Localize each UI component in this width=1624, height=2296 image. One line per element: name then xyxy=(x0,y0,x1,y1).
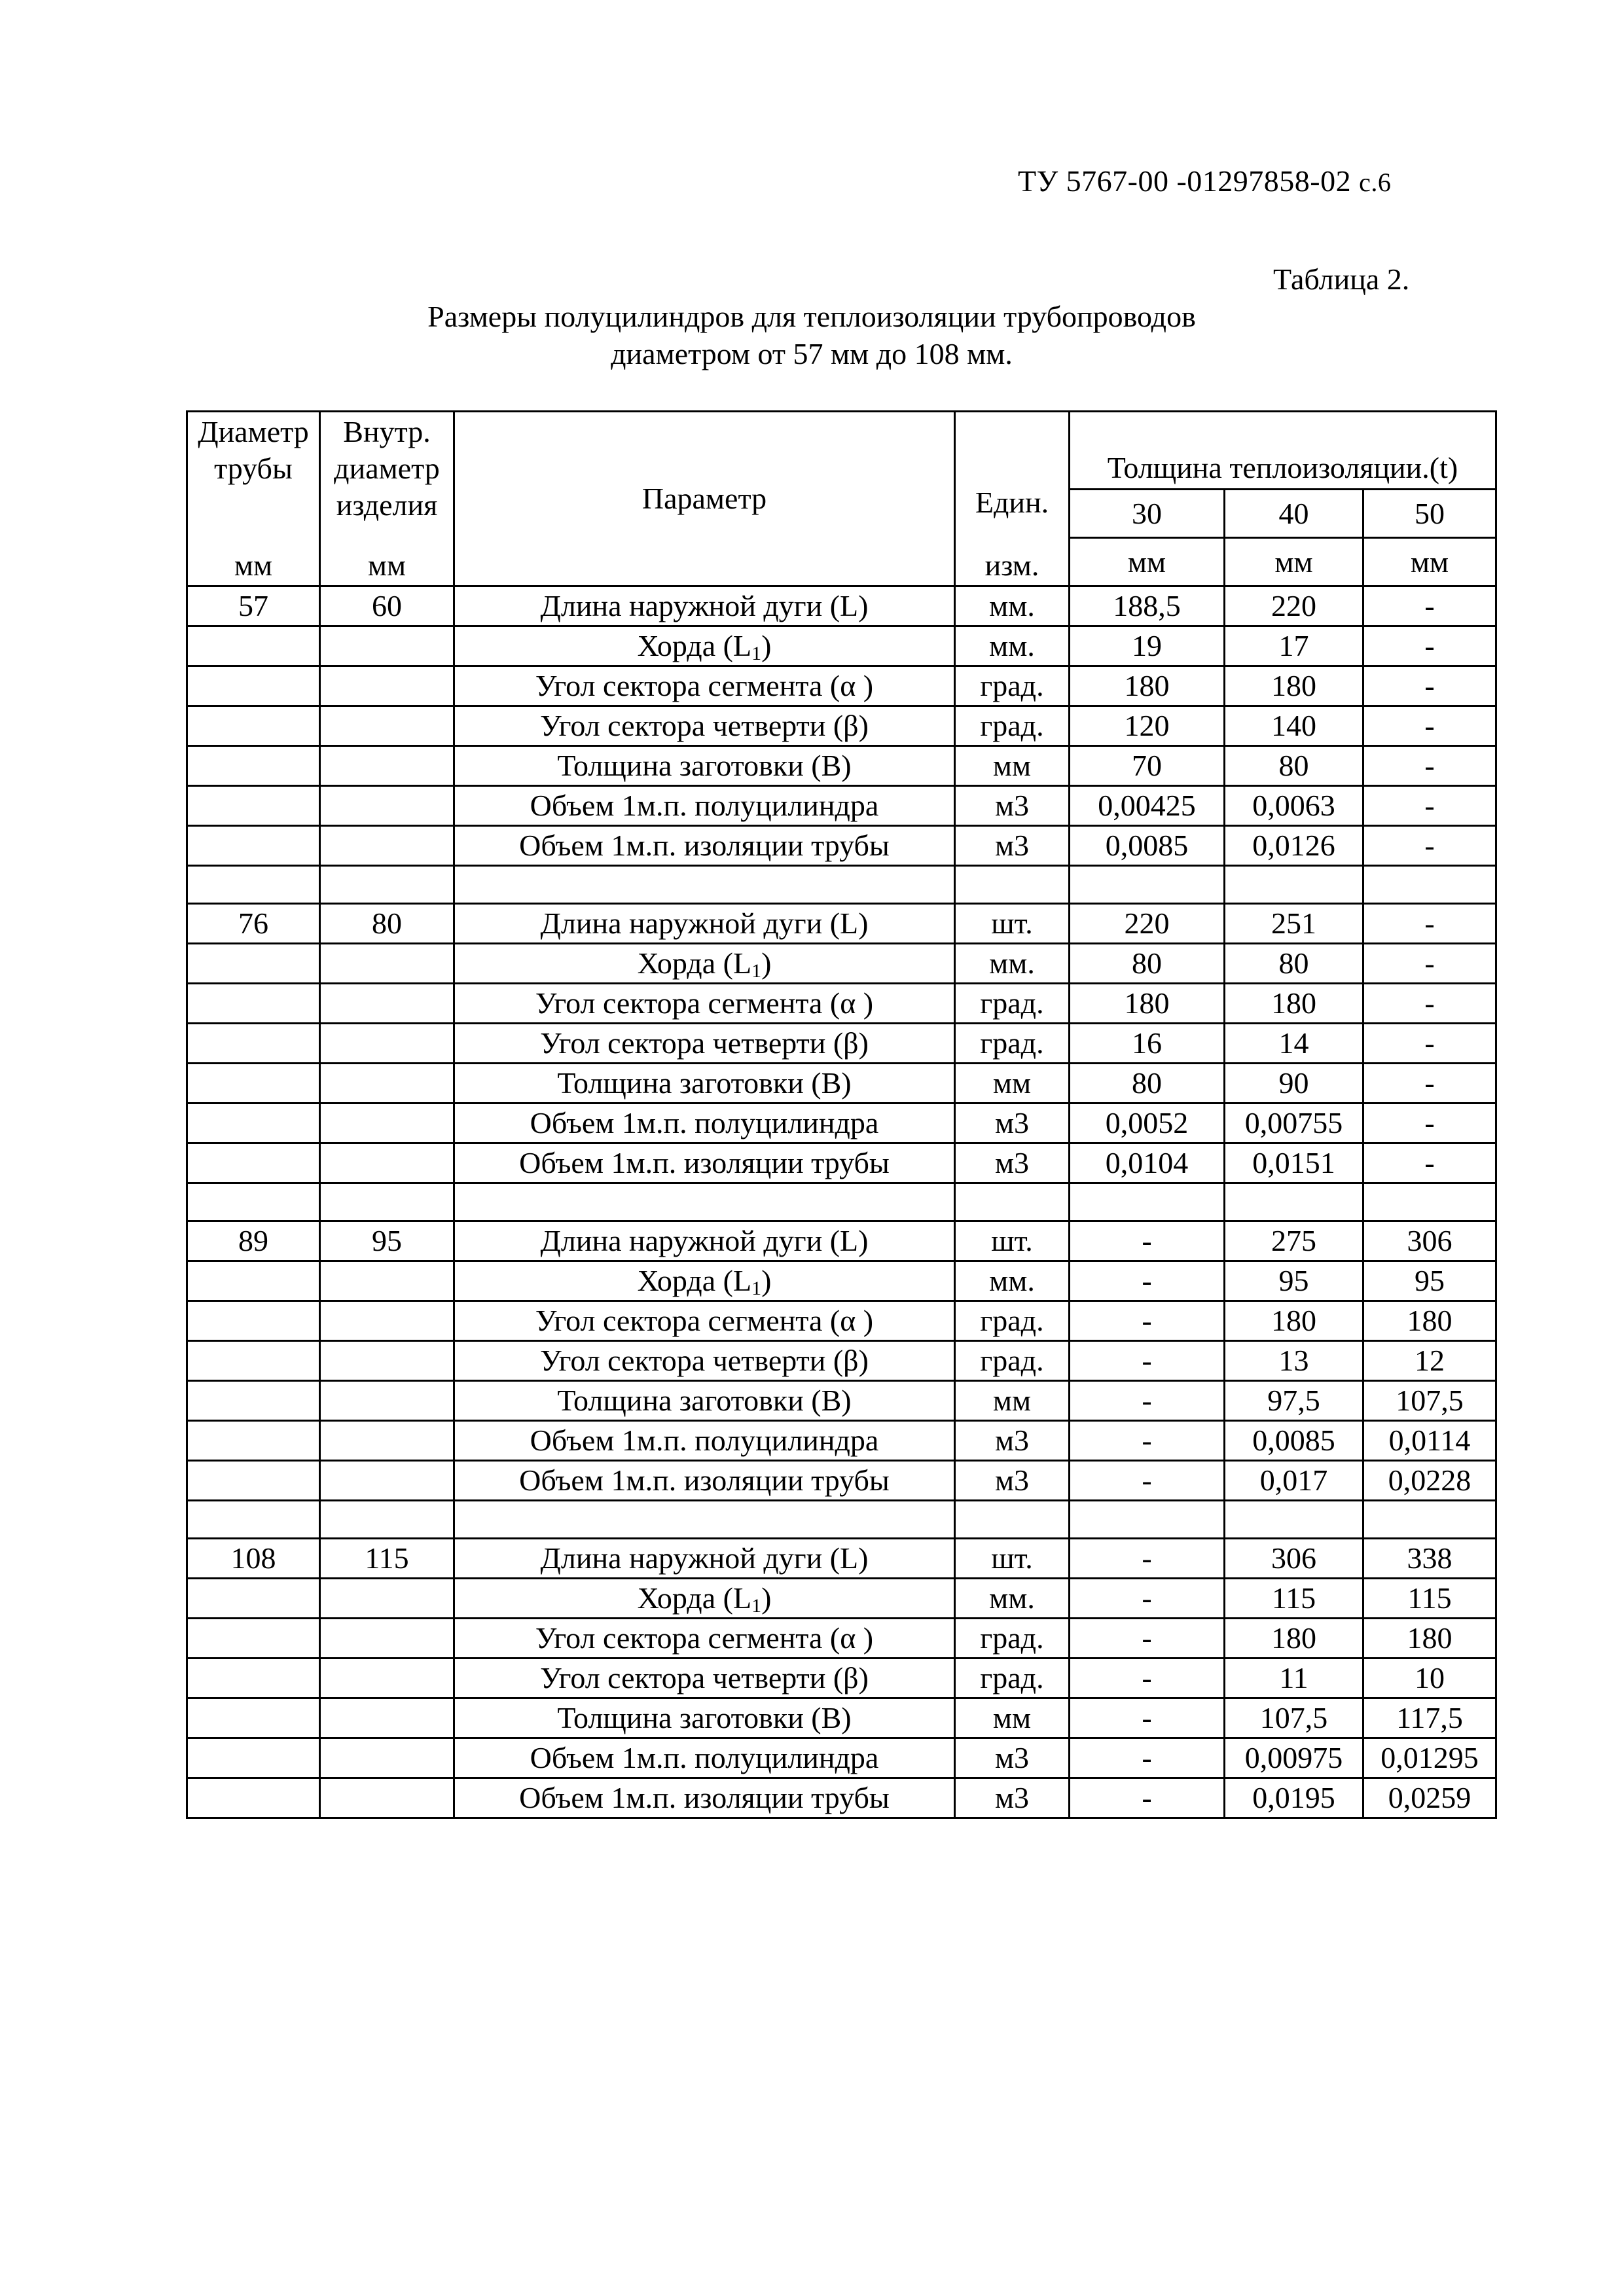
parameter-cell: Длина наружной дуги (L) xyxy=(454,586,955,626)
dimensions-table xyxy=(186,410,1497,1819)
value-30-cell: 220 xyxy=(1070,904,1225,944)
parameter-cell: Угол сектора четверти (β) xyxy=(454,1341,955,1381)
value-50-cell: - xyxy=(1363,706,1496,746)
inner-diameter-cell: 95 xyxy=(320,1221,454,1261)
value-50-cell: 115 xyxy=(1363,1579,1496,1619)
pipe-diameter-cell xyxy=(187,944,320,984)
value-40-cell: 95 xyxy=(1225,1261,1363,1301)
pipe-diameter-cell xyxy=(187,1461,320,1501)
value-30-cell: 80 xyxy=(1070,944,1225,984)
table-row xyxy=(187,1461,1496,1501)
header-unit xyxy=(955,412,1070,586)
inner-diameter-cell xyxy=(320,1698,454,1738)
pipe-diameter-cell xyxy=(187,1341,320,1381)
header-inner-diameter-line-3: изделия xyxy=(336,488,438,522)
empty-cell xyxy=(1225,1501,1363,1539)
value-40-cell: 80 xyxy=(1225,746,1363,786)
value-50-cell: - xyxy=(1363,786,1496,826)
unit-cell: мм. xyxy=(955,944,1070,984)
value-30-cell: - xyxy=(1070,1698,1225,1738)
parameter-cell: Объем 1м.п. изоляции трубы xyxy=(454,1461,955,1501)
table-row xyxy=(187,1738,1496,1778)
unit-cell: град. xyxy=(955,1341,1070,1381)
table-row xyxy=(187,666,1496,706)
value-50-cell: - xyxy=(1363,984,1496,1024)
value-50-cell: 180 xyxy=(1363,1301,1496,1341)
pipe-diameter-cell: 108 xyxy=(187,1539,320,1579)
table-row xyxy=(187,1698,1496,1738)
parameter-cell: Объем 1м.п. полуцилиндра xyxy=(454,1738,955,1778)
value-50-cell: - xyxy=(1363,666,1496,706)
inner-diameter-cell xyxy=(320,1301,454,1341)
table-row xyxy=(187,1221,1496,1261)
inner-diameter-cell xyxy=(320,944,454,984)
parameter-cell: Длина наружной дуги (L) xyxy=(454,1539,955,1579)
pipe-diameter-cell: 89 xyxy=(187,1221,320,1261)
parameter-cell: Толщина заготовки (В) xyxy=(454,1064,955,1103)
table-row xyxy=(187,1103,1496,1143)
spacer-row xyxy=(187,1183,1496,1221)
value-50-cell: - xyxy=(1363,944,1496,984)
value-40-cell: 140 xyxy=(1225,706,1363,746)
value-40-cell: 0,0085 xyxy=(1225,1421,1363,1461)
unit-cell: шт. xyxy=(955,904,1070,944)
header-pipe-diameter-line-2: трубы xyxy=(214,452,293,485)
value-40-cell: 17 xyxy=(1225,626,1363,666)
value-40-cell: 0,00975 xyxy=(1225,1738,1363,1778)
table-row xyxy=(187,1064,1496,1103)
table-row xyxy=(187,626,1496,666)
inner-diameter-cell xyxy=(320,1579,454,1619)
pipe-diameter-cell xyxy=(187,626,320,666)
value-30-cell: - xyxy=(1070,1738,1225,1778)
header-parameter: Параметр xyxy=(454,412,955,586)
empty-cell xyxy=(955,1183,1070,1221)
table-row xyxy=(187,706,1496,746)
inner-diameter-cell xyxy=(320,1024,454,1064)
header-unit-line-1: Един. xyxy=(975,486,1049,519)
value-30-cell: 80 xyxy=(1070,1064,1225,1103)
value-40-cell: 97,5 xyxy=(1225,1381,1363,1421)
empty-cell xyxy=(320,866,454,904)
pipe-diameter-cell xyxy=(187,1778,320,1818)
table-row xyxy=(187,1143,1496,1183)
inner-diameter-cell xyxy=(320,1738,454,1778)
value-40-cell: 275 xyxy=(1225,1221,1363,1261)
header-thickness-50: 50 xyxy=(1363,490,1496,538)
inner-diameter-cell xyxy=(320,666,454,706)
inner-diameter-cell: 80 xyxy=(320,904,454,944)
table-row xyxy=(187,586,1496,626)
value-30-cell: 0,0052 xyxy=(1070,1103,1225,1143)
table-row xyxy=(187,1659,1496,1698)
header-pipe-diameter-line-1: Диаметр xyxy=(198,415,309,448)
value-30-cell: - xyxy=(1070,1619,1225,1659)
unit-cell: м3 xyxy=(955,1461,1070,1501)
empty-cell xyxy=(1070,1501,1225,1539)
inner-diameter-cell xyxy=(320,1381,454,1421)
value-30-cell: - xyxy=(1070,1778,1225,1818)
inner-diameter-cell xyxy=(320,746,454,786)
pipe-diameter-cell xyxy=(187,1301,320,1341)
table-row xyxy=(187,746,1496,786)
pipe-diameter-cell xyxy=(187,1619,320,1659)
table-row xyxy=(187,1579,1496,1619)
unit-cell: м3 xyxy=(955,786,1070,826)
table-row xyxy=(187,786,1496,826)
pipe-diameter-cell xyxy=(187,1103,320,1143)
pipe-diameter-cell xyxy=(187,786,320,826)
empty-cell xyxy=(1363,866,1496,904)
parameter-cell: Хорда $(L_1)$ xyxy=(454,1261,955,1301)
unit-cell: мм. xyxy=(955,626,1070,666)
empty-cell xyxy=(955,866,1070,904)
unit-cell: шт. xyxy=(955,1539,1070,1579)
pipe-diameter-cell xyxy=(187,1738,320,1778)
inner-diameter-cell xyxy=(320,1619,454,1659)
pipe-diameter-cell xyxy=(187,1143,320,1183)
value-40-cell: 0,0126 xyxy=(1225,826,1363,866)
value-50-cell: 306 xyxy=(1363,1221,1496,1261)
value-50-cell: - xyxy=(1363,586,1496,626)
document-header xyxy=(1018,164,1391,198)
header-inner-diameter-unit: мм xyxy=(367,548,406,582)
table-row xyxy=(187,1381,1496,1421)
unit-cell: град. xyxy=(955,666,1070,706)
header-thickness-30-unit: мм xyxy=(1070,538,1225,586)
value-40-cell: 0,017 xyxy=(1225,1461,1363,1501)
value-30-cell: 188,5 xyxy=(1070,586,1225,626)
parameter-cell: Угол сектора сегмента (α ) xyxy=(454,1619,955,1659)
table-row xyxy=(187,1619,1496,1659)
value-50-cell: 180 xyxy=(1363,1619,1496,1659)
table-title xyxy=(367,298,1257,372)
parameter-cell: Толщина заготовки (В) xyxy=(454,1381,955,1421)
value-30-cell: - xyxy=(1070,1461,1225,1501)
unit-cell: шт. xyxy=(955,1221,1070,1261)
parameter-cell: Хорда $(L_1)$ xyxy=(454,944,955,984)
unit-cell: м3 xyxy=(955,1778,1070,1818)
unit-cell: м3 xyxy=(955,1143,1070,1183)
value-30-cell: 19 xyxy=(1070,626,1225,666)
table-row xyxy=(187,944,1496,984)
unit-cell: град. xyxy=(955,984,1070,1024)
value-30-cell: - xyxy=(1070,1341,1225,1381)
unit-cell: град. xyxy=(955,1619,1070,1659)
value-30-cell: - xyxy=(1070,1221,1225,1261)
empty-cell xyxy=(187,1501,320,1539)
header-thickness-40-unit: мм xyxy=(1225,538,1363,586)
unit-cell: мм. xyxy=(955,586,1070,626)
value-50-cell: - xyxy=(1363,626,1496,666)
value-50-cell: 0,01295 xyxy=(1363,1738,1496,1778)
value-30-cell: - xyxy=(1070,1579,1225,1619)
value-40-cell: 0,0195 xyxy=(1225,1778,1363,1818)
value-50-cell: 107,5 xyxy=(1363,1381,1496,1421)
pipe-diameter-cell xyxy=(187,826,320,866)
header-thickness-40: 40 xyxy=(1225,490,1363,538)
value-40-cell: 251 xyxy=(1225,904,1363,944)
pipe-diameter-cell xyxy=(187,1421,320,1461)
unit-cell: м3 xyxy=(955,1738,1070,1778)
value-50-cell: 95 xyxy=(1363,1261,1496,1301)
unit-cell: мм xyxy=(955,1381,1070,1421)
pipe-diameter-cell xyxy=(187,1064,320,1103)
pipe-diameter-cell xyxy=(187,706,320,746)
value-40-cell: 0,00755 xyxy=(1225,1103,1363,1143)
inner-diameter-cell xyxy=(320,1461,454,1501)
value-50-cell: - xyxy=(1363,1143,1496,1183)
header-pipe-diameter-unit: мм xyxy=(234,548,273,582)
value-40-cell: 11 xyxy=(1225,1659,1363,1698)
header-thickness-group: Толщина теплоизоляции.(t) xyxy=(1070,412,1496,490)
value-40-cell: 115 xyxy=(1225,1579,1363,1619)
value-40-cell: 107,5 xyxy=(1225,1698,1363,1738)
table-title-line-2: диаметром от 57 мм до 108 мм. xyxy=(611,337,1013,370)
header-pipe-diameter xyxy=(187,412,320,586)
empty-cell xyxy=(454,1183,955,1221)
unit-cell: мм. xyxy=(955,1261,1070,1301)
inner-diameter-cell xyxy=(320,626,454,666)
empty-cell xyxy=(320,1183,454,1221)
parameter-cell: Угол сектора четверти (β) xyxy=(454,1659,955,1698)
value-40-cell: 180 xyxy=(1225,984,1363,1024)
page-number: с.6 xyxy=(1359,168,1392,197)
unit-cell: град. xyxy=(955,706,1070,746)
value-40-cell: 14 xyxy=(1225,1024,1363,1064)
table-row xyxy=(187,1421,1496,1461)
table-row xyxy=(187,1024,1496,1064)
document-code: ТУ 5767-00 -01297858-02 xyxy=(1018,164,1352,198)
value-40-cell: 0,0063 xyxy=(1225,786,1363,826)
inner-diameter-cell xyxy=(320,1341,454,1381)
pipe-diameter-cell xyxy=(187,1698,320,1738)
unit-cell: град. xyxy=(955,1024,1070,1064)
value-30-cell: - xyxy=(1070,1301,1225,1341)
table-title-line-1: Размеры полуцилиндров для теплоизоляции трубопроводов xyxy=(427,300,1196,333)
header-inner-diameter xyxy=(320,412,454,586)
value-30-cell: 180 xyxy=(1070,666,1225,706)
empty-cell xyxy=(320,1501,454,1539)
value-40-cell: 180 xyxy=(1225,1619,1363,1659)
spacer-row xyxy=(187,1501,1496,1539)
value-40-cell: 306 xyxy=(1225,1539,1363,1579)
value-50-cell: 0,0114 xyxy=(1363,1421,1496,1461)
parameter-cell: Объем 1м.п. полуцилиндра xyxy=(454,1103,955,1143)
table-row xyxy=(187,1301,1496,1341)
empty-cell xyxy=(1070,1183,1225,1221)
value-40-cell: 220 xyxy=(1225,586,1363,626)
empty-cell xyxy=(1363,1501,1496,1539)
parameter-cell: Объем 1м.п. изоляции трубы xyxy=(454,826,955,866)
empty-cell xyxy=(1070,866,1225,904)
value-30-cell: - xyxy=(1070,1261,1225,1301)
parameter-cell: Угол сектора сегмента (α ) xyxy=(454,984,955,1024)
header-thickness-30: 30 xyxy=(1070,490,1225,538)
inner-diameter-cell xyxy=(320,826,454,866)
pipe-diameter-cell xyxy=(187,1659,320,1698)
value-40-cell: 180 xyxy=(1225,1301,1363,1341)
value-30-cell: - xyxy=(1070,1421,1225,1461)
parameter-cell: Хорда $(L_1)$ xyxy=(454,626,955,666)
header-thickness-50-unit: мм xyxy=(1363,538,1496,586)
value-30-cell: 0,00425 xyxy=(1070,786,1225,826)
pipe-diameter-cell xyxy=(187,1579,320,1619)
table-row xyxy=(187,1778,1496,1818)
value-30-cell: 0,0104 xyxy=(1070,1143,1225,1183)
value-30-cell: - xyxy=(1070,1539,1225,1579)
table-row xyxy=(187,1261,1496,1301)
pipe-diameter-cell xyxy=(187,984,320,1024)
value-30-cell: - xyxy=(1070,1659,1225,1698)
parameter-cell: Угол сектора четверти (β) xyxy=(454,706,955,746)
value-30-cell: 0,0085 xyxy=(1070,826,1225,866)
inner-diameter-cell xyxy=(320,1778,454,1818)
parameter-cell: Объем 1м.п. изоляции трубы xyxy=(454,1143,955,1183)
value-50-cell: 0,0259 xyxy=(1363,1778,1496,1818)
unit-cell: м3 xyxy=(955,1103,1070,1143)
empty-cell xyxy=(454,866,955,904)
header-unit-line-2: изм. xyxy=(984,548,1039,582)
value-50-cell: 0,0228 xyxy=(1363,1461,1496,1501)
table-row xyxy=(187,1341,1496,1381)
value-40-cell: 180 xyxy=(1225,666,1363,706)
value-30-cell: 70 xyxy=(1070,746,1225,786)
empty-cell xyxy=(1225,1183,1363,1221)
unit-cell: мм xyxy=(955,1064,1070,1103)
empty-cell xyxy=(1363,1183,1496,1221)
value-40-cell: 90 xyxy=(1225,1064,1363,1103)
table-row xyxy=(187,826,1496,866)
parameter-cell: Длина наружной дуги (L) xyxy=(454,904,955,944)
value-40-cell: 0,0151 xyxy=(1225,1143,1363,1183)
value-50-cell: - xyxy=(1363,1064,1496,1103)
header-inner-diameter-line-2: диаметр xyxy=(334,452,440,485)
inner-diameter-cell xyxy=(320,984,454,1024)
pipe-diameter-cell xyxy=(187,1381,320,1421)
unit-cell: мм xyxy=(955,746,1070,786)
empty-cell xyxy=(1225,866,1363,904)
pipe-diameter-cell xyxy=(187,1024,320,1064)
value-30-cell: 120 xyxy=(1070,706,1225,746)
inner-diameter-cell xyxy=(320,1143,454,1183)
empty-cell xyxy=(955,1501,1070,1539)
parameter-cell: Угол сектора сегмента (α ) xyxy=(454,1301,955,1341)
parameter-cell: Толщина заготовки (В) xyxy=(454,746,955,786)
empty-cell xyxy=(187,866,320,904)
value-50-cell: 12 xyxy=(1363,1341,1496,1381)
inner-diameter-cell xyxy=(320,1659,454,1698)
table-body xyxy=(187,412,1496,1818)
pipe-diameter-cell xyxy=(187,746,320,786)
inner-diameter-cell xyxy=(320,1261,454,1301)
pipe-diameter-cell xyxy=(187,666,320,706)
unit-cell: м3 xyxy=(955,826,1070,866)
empty-cell xyxy=(454,1501,955,1539)
empty-cell xyxy=(187,1183,320,1221)
value-50-cell: - xyxy=(1363,826,1496,866)
inner-diameter-cell xyxy=(320,1421,454,1461)
inner-diameter-cell: 60 xyxy=(320,586,454,626)
parameter-cell: Длина наружной дуги (L) xyxy=(454,1221,955,1261)
value-50-cell: - xyxy=(1363,746,1496,786)
table-row xyxy=(187,1539,1496,1579)
table-row xyxy=(187,904,1496,944)
value-50-cell: - xyxy=(1363,1024,1496,1064)
value-50-cell: 338 xyxy=(1363,1539,1496,1579)
unit-cell: м3 xyxy=(955,1421,1070,1461)
value-30-cell: - xyxy=(1070,1381,1225,1421)
value-50-cell: 10 xyxy=(1363,1659,1496,1698)
parameter-cell: Хорда $(L_1)$ xyxy=(454,1579,955,1619)
parameter-cell: Объем 1м.п. изоляции трубы xyxy=(454,1778,955,1818)
inner-diameter-cell xyxy=(320,1103,454,1143)
parameter-cell: Угол сектора сегмента (α ) xyxy=(454,666,955,706)
spacer-row xyxy=(187,866,1496,904)
header-inner-diameter-line-1: Внутр. xyxy=(343,415,431,448)
value-40-cell: 80 xyxy=(1225,944,1363,984)
inner-diameter-cell xyxy=(320,1064,454,1103)
unit-cell: град. xyxy=(955,1659,1070,1698)
unit-cell: мм. xyxy=(955,1579,1070,1619)
parameter-cell: Объем 1м.п. полуцилиндра xyxy=(454,786,955,826)
pipe-diameter-cell: 57 xyxy=(187,586,320,626)
header-row-1 xyxy=(187,412,1496,490)
inner-diameter-cell xyxy=(320,706,454,746)
inner-diameter-cell xyxy=(320,786,454,826)
table-label: Таблица 2. xyxy=(1273,262,1410,296)
unit-cell: град. xyxy=(955,1301,1070,1341)
pipe-diameter-cell xyxy=(187,1261,320,1301)
pipe-diameter-cell: 76 xyxy=(187,904,320,944)
value-40-cell: 13 xyxy=(1225,1341,1363,1381)
parameter-cell: Объем 1м.п. полуцилиндра xyxy=(454,1421,955,1461)
inner-diameter-cell: 115 xyxy=(320,1539,454,1579)
value-30-cell: 16 xyxy=(1070,1024,1225,1064)
unit-cell: мм xyxy=(955,1698,1070,1738)
value-50-cell: - xyxy=(1363,904,1496,944)
value-50-cell: 117,5 xyxy=(1363,1698,1496,1738)
table-row xyxy=(187,984,1496,1024)
parameter-cell: Толщина заготовки (В) xyxy=(454,1698,955,1738)
value-50-cell: - xyxy=(1363,1103,1496,1143)
value-30-cell: 180 xyxy=(1070,984,1225,1024)
parameter-cell: Угол сектора четверти (β) xyxy=(454,1024,955,1064)
